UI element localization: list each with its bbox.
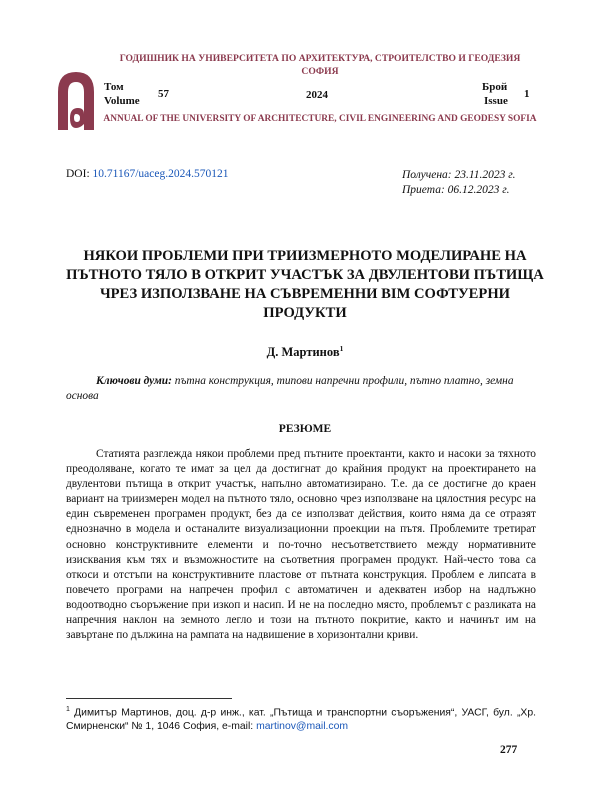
issue-label-en: Issue bbox=[484, 95, 508, 107]
author-line bbox=[60, 344, 550, 360]
footnote-divider bbox=[66, 698, 232, 699]
abstract-text: Статията разглежда някои проблеми пред пътните проектанти, както и насоки за тяхното преодоляване, когато те имат за цел да достигнат до крайния продукт на проектирането на двулентови пътища в открит участък, напълно автоматизирано. Т.е. да се достигне до краен вариант на триизмерен модел на пътното тяло, основно чрез използване на цялостния ресурс на един съвременен програмен продукт, без да се използват действия, които няма да се отразят еднозначно в модела и останалите визуализационни проекции на пътя. Проблемите третират основно конструктивните елементи и по-точно несъответствието между нормативните изисквания към тях и възможностите на съответния програмен продукт. Най-често това са откоси и отстъпи на конструктивните пластове от пътната конструкция. Проблем е липсата в повечето програми на напречен профил с автоматичен и адекватен избор на надлъжно водоотводно съоръжение при изкоп и насип. И не на последно място, проблемът с разликата на напречния наклон на земното легло и този на пътното покритие, както и начинът им на завъртане по дължина на рампата на надвишение в хоризонтални криви. bbox=[66, 448, 536, 642]
keywords bbox=[66, 374, 536, 404]
accepted-date: Приета: 06.12.2023 г. bbox=[402, 184, 510, 196]
keywords-label: Ключови думи: bbox=[96, 375, 172, 387]
article-title: НЯКОИ ПРОБЛЕМИ ПРИ ТРИИЗМЕРНОТО МОДЕЛИРАНЕ НА ПЪТНОТО ТЯЛО В ОТКРИТ УЧАСТЪК ЗА ДВУЛЕНТОВИ ПЪТИЩА ЧРЕЗ ИЗПОЛЗВАНЕ НА СЪВРЕМЕННИ BIM СОФТУЕРНИ ПРОДУКТИ bbox=[66, 248, 544, 321]
volume-label-bg: Том bbox=[104, 81, 124, 93]
volume-value: 57 bbox=[158, 88, 169, 100]
author-name: Д. Мартинов bbox=[266, 345, 340, 360]
dates-block bbox=[402, 168, 515, 198]
email-link[interactable]: martinov@mail.com bbox=[256, 721, 349, 733]
journal-header-en: ANNUAL OF THE UNIVERSITY OF ARCHITECTURE, CIVIL ENGINEERING AND GEODESY SOFIA bbox=[103, 114, 537, 124]
footnote-marker: 1 bbox=[66, 706, 70, 713]
doi-line bbox=[66, 168, 228, 180]
issue-value: 1 bbox=[524, 88, 530, 100]
abstract-heading: РЕЗЮМЕ bbox=[278, 423, 332, 435]
volume-label-en: Volume bbox=[104, 95, 140, 107]
doi-link[interactable]: 10.71167/uaceg.2024.570121 bbox=[92, 168, 229, 180]
issue-label-bg: Брой bbox=[482, 81, 508, 93]
author-footnote-marker: 1 bbox=[339, 344, 344, 353]
keywords-text: пътна конструкция, типови напречни профили, пътно платно, земна основа bbox=[66, 375, 514, 402]
doi-label: DOI: bbox=[66, 168, 90, 180]
page-number: 277 bbox=[500, 744, 518, 756]
university-logo bbox=[56, 70, 96, 132]
year: 2024 bbox=[306, 89, 328, 101]
footnote-text: Димитър Мартинов, доц. д-р инж., кат. „Пътища и транспортни съоръжения“, УАСГ, бул. „Хр. Смирненски“ № 1, 1046 София, e-mail: bbox=[66, 707, 537, 733]
footnote bbox=[66, 703, 536, 734]
journal-header-bg: ГОДИШНИК НА УНИВЕРСИТЕТА ПО АРХИТЕКТУРА, СТРОИТЕЛСТВО И ГЕОДЕЗИЯ СОФИЯ bbox=[119, 53, 521, 77]
received-date: Получена: 23.11.2023 г. bbox=[402, 169, 516, 181]
